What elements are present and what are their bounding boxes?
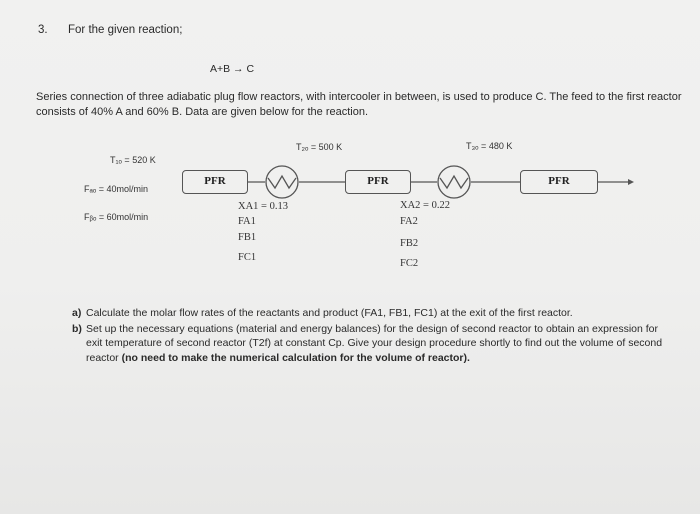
reactor-2-pfr: PFR [345,170,411,194]
question-parts [72,306,672,366]
outlet-arrow-icon [628,179,634,185]
heat-exchanger-2-icon [438,166,470,198]
t10-label: T₁ₒ = 520 K [110,155,156,165]
xa1-label: XA1 = 0.13 [238,201,288,212]
problem-statement: Series connection of three adiabatic plug flow reactors, with intercooler in between, is used to produce C. The feed to the first reactor consists of 40% A and 60% B. Data are given below for the reaction. [36,91,682,118]
part-b-body [86,322,672,366]
part-a [72,306,672,321]
t30-label: T₃ₒ = 480 K [466,141,513,151]
xa2-label: XA2 = 0.22 [400,200,450,211]
reaction-equation: A+B → C [210,63,255,75]
question-title: For the given reaction; [68,24,183,36]
fa1-label: FA1 [238,216,256,227]
fb2-label: FB2 [400,238,419,249]
part-a-text: Calculate the molar flow rates of the reactants and product (FA1, FB1, FC1) at the exit of the first reactor. [86,307,573,319]
t20-label: T₂ₒ = 500 K [296,142,343,152]
fc2-label: FC2 [400,258,419,269]
part-b [72,322,672,366]
part-a-marker: a) [72,307,82,319]
reactor-1-pfr: PFR [182,170,248,194]
part-b-bold-note: (no need to make the numerical calculation for the volume of reactor). [121,351,470,364]
fa0-label: Fₐₒ = 40mol/min [84,184,149,194]
part-b-text: Set up the necessary equations (material and energy balances) for the design of second reactor to obtain an expression for exit temperature of second reactor (T2f) at constant Cp. Give your design procedure shortly to find out the volume of second reactor [86,322,663,364]
part-b-marker: b) [72,322,82,335]
fc1-label: FC1 [238,252,257,263]
fb1-label: FB1 [238,232,257,243]
heat-exchanger-1-icon [266,166,298,198]
fb0-label: Fᵦₒ = 60mol/min [84,212,149,222]
reactor-3-pfr: PFR [520,170,598,194]
question-number: 3. [38,24,48,36]
fa2-label: FA2 [400,216,418,227]
